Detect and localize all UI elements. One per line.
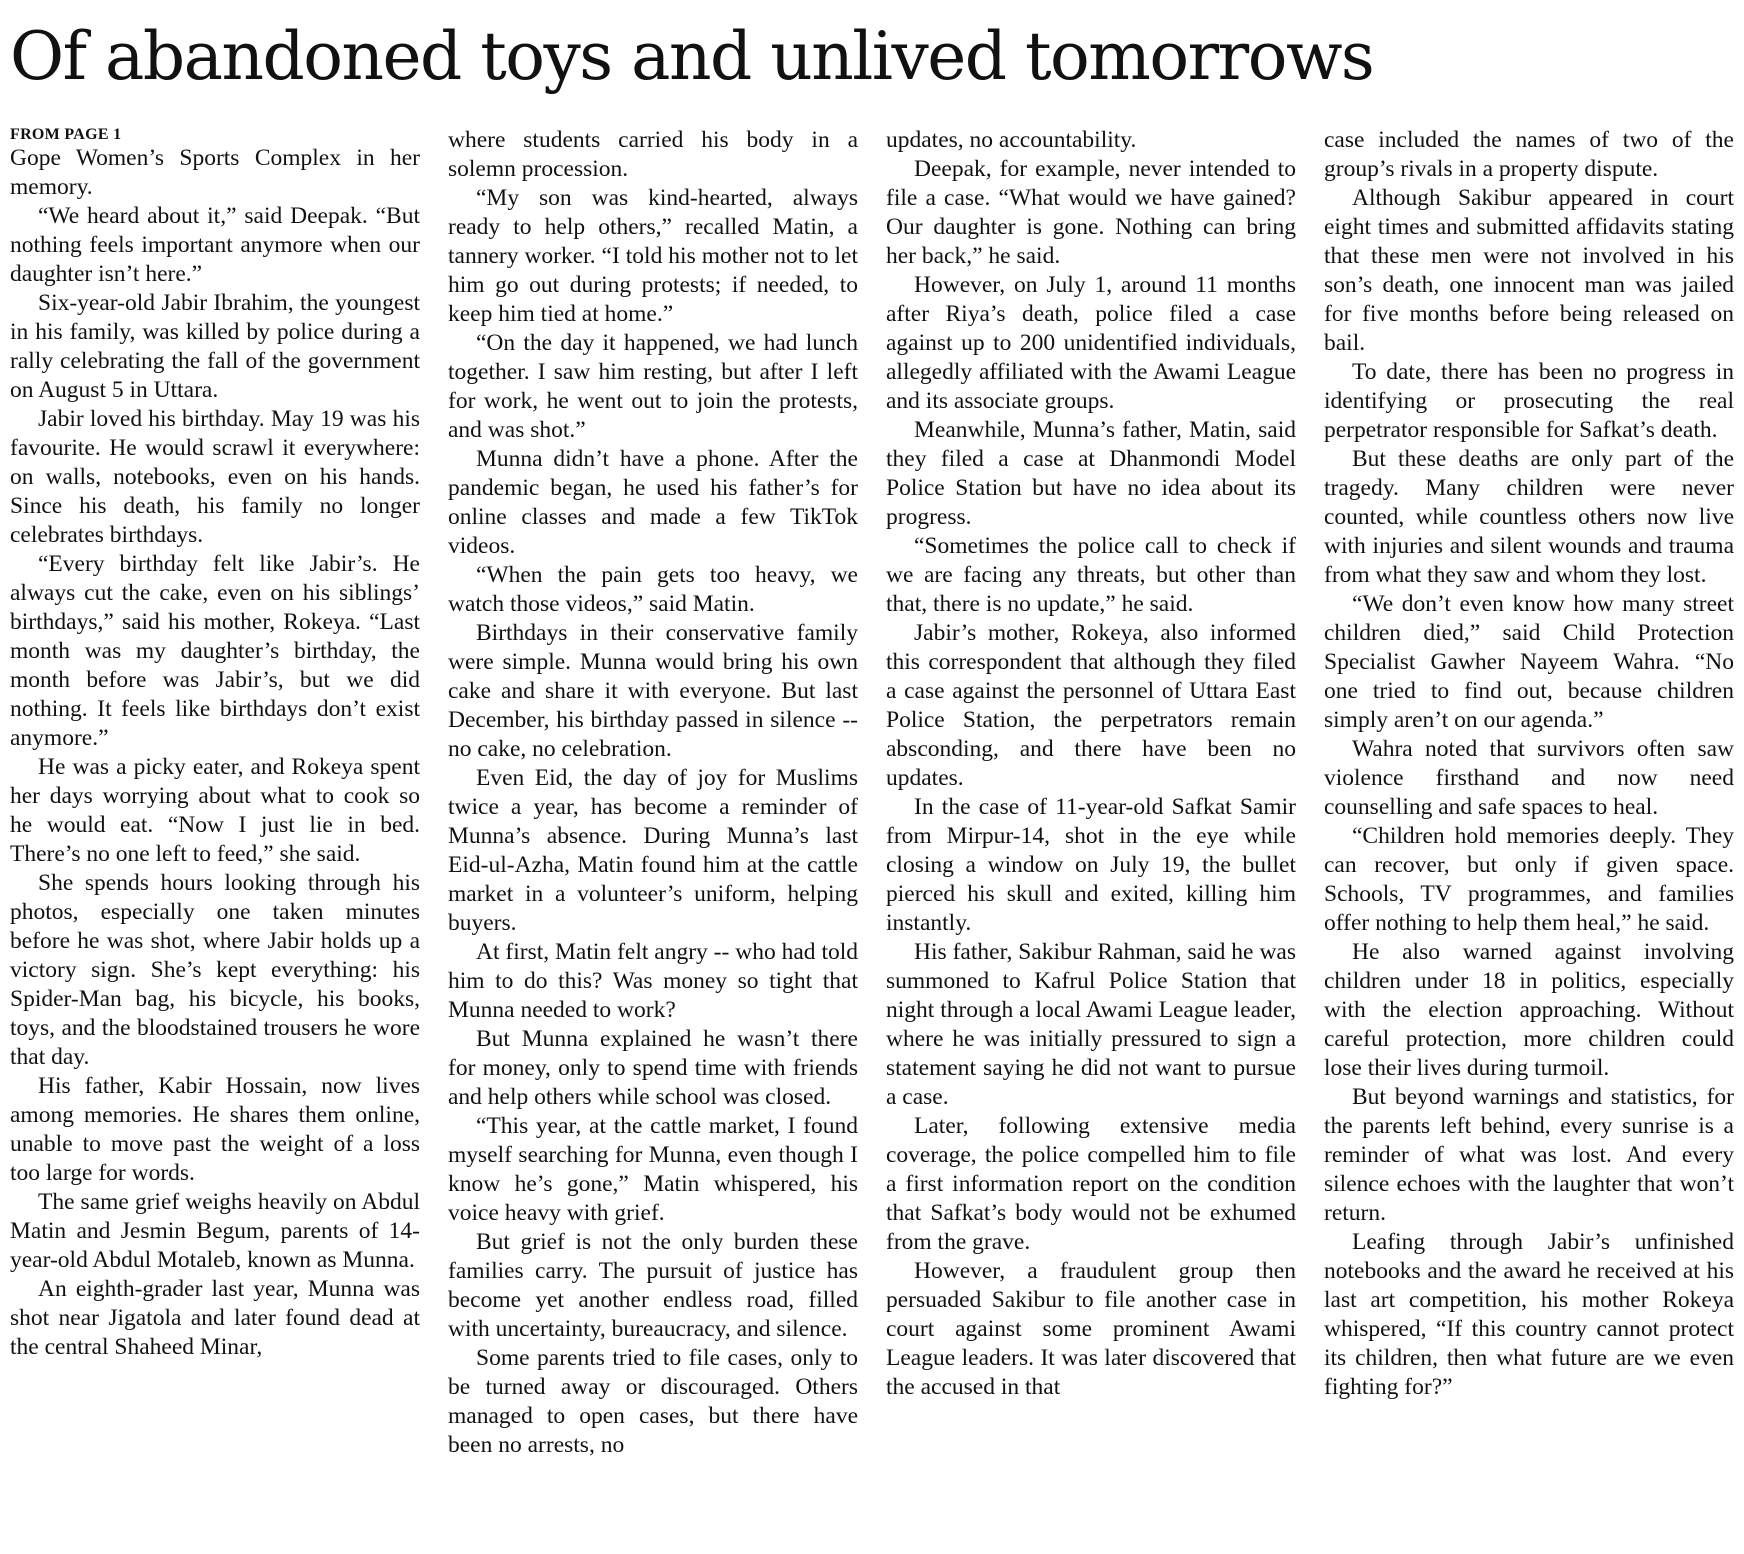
jump-kicker: FROM PAGE 1: [10, 126, 122, 143]
article-column-3: [886, 126, 1296, 1554]
paragraph: Birthdays in their conservative family were simple. Munna would bring his own cake and share it with everyone. But last December, his birthday passed in silence -- no cake, no celebration.: [448, 620, 858, 762]
paragraph: Although Sakibur appeared in court eight times and submitted affidavits stating that these men were not involved in his son’s death, one innocent man was jailed for five months before being released on bail.: [1324, 185, 1734, 356]
paragraph: Jabir’s mother, Rokeya, also informed this correspondent that although they filed a case against the personnel of Uttara East Police Station, the perpetrators remain absconding, and there have been no updates.: [886, 620, 1296, 791]
paragraph: In the case of 11-year-old Safkat Samir from Mirpur-14, shot in the eye while closing a window on July 19, the bullet pierced his skull and exited, killing him instantly.: [886, 794, 1296, 936]
paragraph: “Sometimes the police call to check if we are facing any threats, but other than that, there is no update,” he said.: [886, 533, 1296, 617]
paragraph: An eighth-grader last year, Munna was shot near Jigatola and later found dead at the central Shaheed Minar,: [10, 1276, 420, 1360]
paragraph: He also warned against involving children under 18 in politics, especially with the election approaching. Without careful protection, more children could lose their lives during turmoil.: [1324, 939, 1734, 1081]
paragraph: Wahra noted that survivors often saw violence firsthand and now need counselling and safe spaces to heal.: [1324, 736, 1734, 820]
paragraph: His father, Sakibur Rahman, said he was summoned to Kafrul Police Station that night through a local Awami League leader, where he was initially pressured to sign a statement saying he did not want to pursue a case.: [886, 939, 1296, 1110]
paragraph: Some parents tried to file cases, only to be turned away or discouraged. Others managed to open cases, but there have been no arrests, no: [448, 1345, 858, 1458]
paragraph: “We don’t even know how many street children died,” said Child Protection Specialist Gawher Nayeem Wahra. “No one tried to find out, because children simply aren’t on our agenda.”: [1324, 591, 1734, 733]
paragraph: Six-year-old Jabir Ibrahim, the youngest in his family, was killed by police during a rally celebrating the fall of the government on August 5 in Uttara.: [10, 290, 420, 403]
paragraph: Meanwhile, Munna’s father, Matin, said they filed a case at Dhanmondi Model Police Station but have no idea about its progress.: [886, 417, 1296, 530]
paragraph: “We heard about it,” said Deepak. “But nothing feels important anymore when our daughter isn’t here.”: [10, 203, 420, 287]
paragraph: “Children hold memories deeply. They can recover, but only if given space. Schools, TV programmes, and families offer nothing to help them heal,” he said.: [1324, 823, 1734, 936]
paragraph: Later, following extensive media coverage, the police compelled him to file a first information report on the condition that Safkat’s body would not be exhumed from the grave.: [886, 1113, 1296, 1255]
paragraph: Leafing through Jabir’s unfinished notebooks and the award he received at his last art competition, his mother Rokeya whispered, “If this country cannot protect its children, then what future are we even fighting for?”: [1324, 1229, 1734, 1400]
paragraph: updates, no accountability.: [886, 127, 1137, 153]
paragraph: But Munna explained he wasn’t there for money, only to spend time with friends and help others while school was closed.: [448, 1026, 858, 1110]
paragraph: To date, there has been no progress in identifying or prosecuting the real perpetrator responsible for Safkat’s death.: [1324, 359, 1734, 443]
paragraph: Gope Women’s Sports Complex in her memory.: [10, 145, 420, 200]
paragraph: Munna didn’t have a phone. After the pandemic began, he used his father’s for online classes and made a few TikTok videos.: [448, 446, 858, 559]
article-column-1: [10, 126, 420, 1554]
paragraph: where students carried his body in a solemn procession.: [448, 127, 858, 182]
paragraph: However, on July 1, around 11 months after Riya’s death, police filed a case against up to 200 unidentified individuals, allegedly affiliated with the Awami League and its associate groups.: [886, 272, 1296, 414]
paragraph: “On the day it happened, we had lunch together. I saw him resting, but after I left for work, he went out to join the protests, and was shot.”: [448, 330, 858, 443]
paragraph: She spends hours looking through his photos, especially one taken minutes before he was shot, where Jabir holds up a victory sign. She’s kept everything: his Spider-Man bag, his bicycle, his books, toys, and the bloodstained trousers he wore that day.: [10, 870, 420, 1070]
paragraph: However, a fraudulent group then persuaded Sakibur to file another case in court against some prominent Awami League leaders. It was later discovered that the accused in that: [886, 1258, 1296, 1400]
article-column-2: [448, 126, 858, 1554]
paragraph: His father, Kabir Hossain, now lives among memories. He shares them online, unable to move past the weight of a loss too large for words.: [10, 1073, 420, 1186]
paragraph: Deepak, for example, never intended to file a case. “What would we have gained? Our daughter is gone. Nothing can bring her back,” he said.: [886, 156, 1296, 269]
paragraph: The same grief weighs heavily on Abdul Matin and Jesmin Begum, parents of 14-year-old Abdul Motaleb, known as Munna.: [10, 1189, 420, 1273]
paragraph: “When the pain gets too heavy, we watch those videos,” said Matin.: [448, 562, 858, 617]
paragraph: “Every birthday felt like Jabir’s. He always cut the cake, even on his siblings’ birthdays,” said his mother, Rokeya. “Last month was my daughter’s birthday, the month before was Jabir’s, but we did nothing. It feels like birthdays don’t exist anymore.”: [10, 551, 420, 751]
paragraph: At first, Matin felt angry -- who had told him to do this? Was money so tight that Munna needed to work?: [448, 939, 858, 1023]
headline: Of abandoned toys and unlived tomorrows: [10, 18, 1374, 95]
paragraph: “This year, at the cattle market, I found myself searching for Munna, even though I know he’s gone,” Matin whispered, his voice heavy with grief.: [448, 1113, 858, 1226]
article-column-4: [1324, 126, 1734, 1554]
paragraph: “My son was kind-hearted, always ready to help others,” recalled Matin, a tannery worker. “I told his mother not to let him go out during protests; if needed, to keep him tied at home.”: [448, 185, 858, 327]
paragraph: He was a picky eater, and Rokeya spent her days worrying about what to cook so he would eat. “Now I just lie in bed. There’s no one left to feed,” she said.: [10, 754, 420, 867]
paragraph: But grief is not the only burden these families carry. The pursuit of justice has become yet another endless road, filled with uncertainty, bureaucracy, and silence.: [448, 1229, 858, 1342]
paragraph: case included the names of two of the group’s rivals in a property dispute.: [1324, 127, 1734, 182]
paragraph: But these deaths are only part of the tragedy. Many children were never counted, while countless others now live with injuries and silent wounds and trauma from what they saw and whom they lost.: [1324, 446, 1734, 588]
paragraph: But beyond warnings and statistics, for the parents left behind, every sunrise is a reminder of what was lost. And every silence echoes with the laughter that won’t return.: [1324, 1084, 1734, 1226]
paragraph: Jabir loved his birthday. May 19 was his favourite. He would scrawl it everywhere: on walls, notebooks, even on his hands. Since his death, his family no longer celebrates birthdays.: [10, 406, 420, 548]
paragraph: Even Eid, the day of joy for Muslims twice a year, has become a reminder of Munna’s absence. During Munna’s last Eid-ul-Azha, Matin found him at the cattle market in a volunteer’s uniform, helping buyers.: [448, 765, 858, 936]
article-body: [0, 126, 1744, 1554]
